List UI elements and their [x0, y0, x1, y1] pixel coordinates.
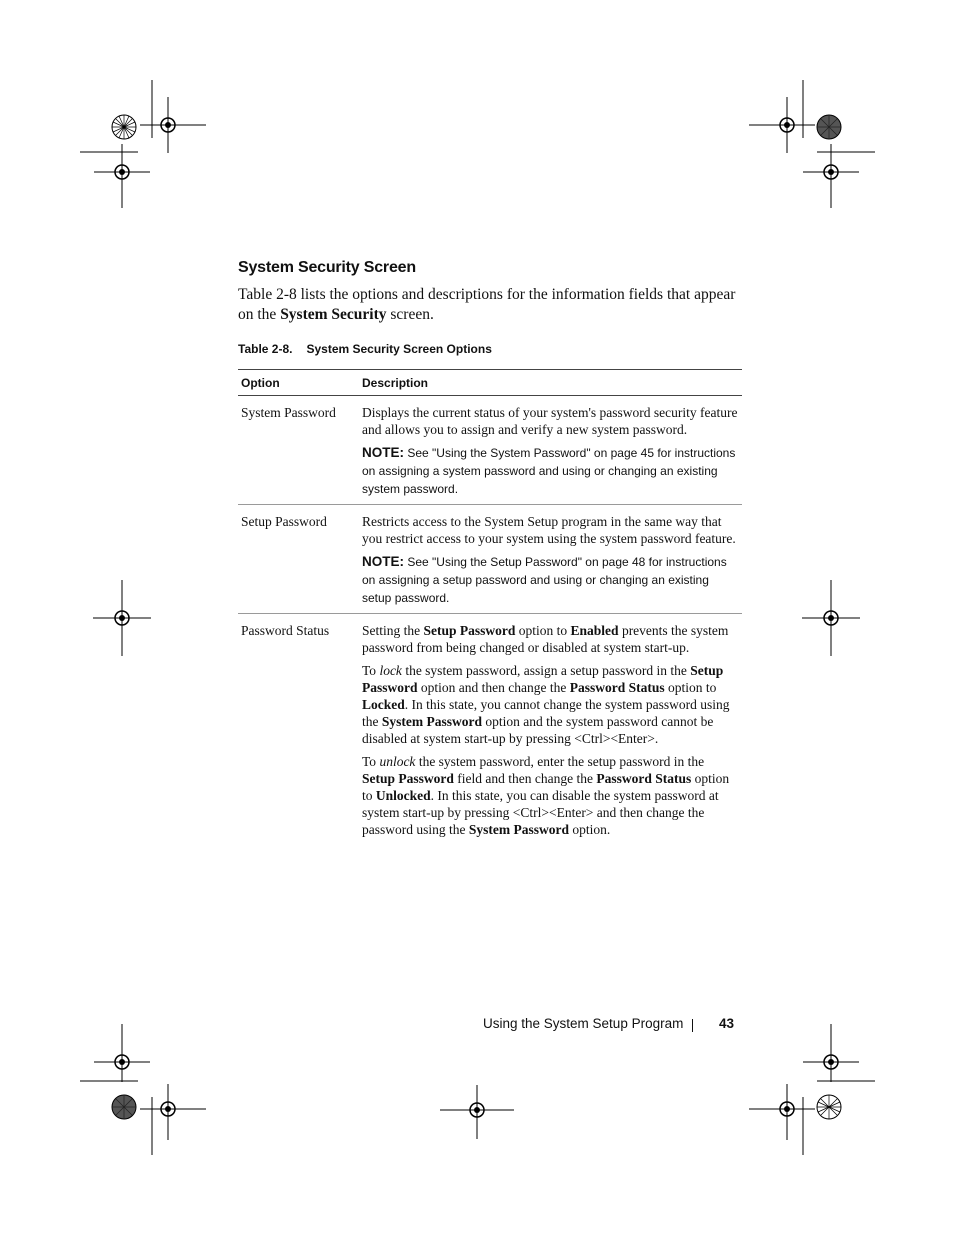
note [362, 444, 738, 498]
options-table [238, 369, 742, 844]
note-text: See "Using the Setup Password" on page 48 for instructions on assigning a setup password and using or changing an existing setup password. [362, 555, 727, 605]
text-run: option and then change the [417, 680, 570, 695]
bold-run: Setup Password [362, 771, 454, 786]
header-option: Option [241, 375, 280, 390]
description-text: Displays the current status of your system's password security feature and allows you to assign and verify a new system password. [362, 405, 738, 437]
description-cell [362, 622, 742, 844]
intro-text-2: screen. [386, 305, 434, 323]
crop-mark-bottom-right [745, 1022, 875, 1157]
page-number: 43 [719, 1016, 735, 1031]
registration-mark-right [802, 580, 862, 656]
text-run: the system password, assign a setup password in the [401, 663, 691, 678]
intro-text-1: Table 2-8 lists the options and descriptions for the information fields that appear on the [238, 286, 736, 323]
bold-run: Locked [362, 697, 405, 712]
crop-mark-top-right [745, 80, 875, 215]
text-run: . In this state, you cannot change the system password using the [362, 697, 730, 729]
crop-mark-bottom-left [80, 1022, 210, 1157]
intro-paragraph [238, 285, 738, 324]
intro-screen-name: System Security [280, 305, 387, 323]
header-description: Description [362, 375, 429, 390]
table-caption-label: Table 2-8. [238, 342, 293, 356]
text-run: the system password, enter the setup password in the [415, 754, 705, 769]
bold-run: Setup Password [423, 623, 516, 638]
table-caption-title: System Security Screen Options [306, 342, 492, 356]
registration-mark-left [93, 580, 153, 656]
description-paragraph [362, 662, 738, 747]
option-cell: System Password [241, 405, 336, 420]
description-paragraph [362, 753, 738, 838]
text-run: . In this state, you can disable the system password at system start-up by pressing <Ctrl><Enter> and then change the password using the [362, 788, 719, 837]
section-heading: System Security Screen [238, 259, 416, 276]
note-label: NOTE: [362, 554, 404, 569]
crop-mark-top-left [80, 80, 210, 215]
bold-run: System Password [468, 822, 569, 837]
text-run: prevents the system password from being changed or disabled at system start-up. [362, 623, 729, 655]
table-row [238, 396, 742, 505]
text-run: Setting the [362, 623, 424, 638]
bold-run: Password Status [569, 680, 665, 695]
text-run: field and then change the [453, 771, 597, 786]
table-row [238, 505, 742, 614]
option-cell: Password Status [241, 623, 330, 638]
crop-mark-bottom-center [440, 1085, 516, 1141]
note-text: See "Using the System Password" on page 45 for instructions on assigning a system password and using or changing an existing system password. [362, 446, 736, 496]
text-run: option to [664, 680, 717, 695]
option-cell: Setup Password [241, 514, 327, 529]
footer-separator [692, 1019, 693, 1032]
description-cell [362, 404, 742, 504]
bold-run: Setup Password [362, 663, 724, 695]
table-row [238, 614, 742, 844]
text-run: option to [362, 771, 730, 803]
text-run: To [362, 663, 380, 678]
table-caption [238, 342, 492, 356]
note [362, 553, 738, 607]
text-run: option and the system password cannot be disabled at system start-up by pressing <Ctrl><Enter>. [362, 714, 714, 746]
italic-run: lock [379, 663, 402, 678]
table-header-row [238, 369, 742, 396]
running-footer-title: Using the System Setup Program [483, 1016, 684, 1031]
description-paragraph [362, 622, 738, 656]
description-text: Restricts access to the System Setup program in the same way that you restrict access to your system using the system password feature. [362, 514, 736, 546]
bold-run: System Password [381, 714, 482, 729]
bold-run: Password Status [596, 771, 692, 786]
note-label: NOTE: [362, 445, 404, 460]
bold-run: Enabled [570, 623, 619, 638]
text-run: To [362, 754, 380, 769]
description-cell [362, 513, 742, 613]
italic-run: unlock [379, 754, 416, 769]
bold-run: Unlocked [375, 788, 431, 803]
text-run: option. [569, 822, 611, 837]
text-run: option to [515, 623, 571, 638]
